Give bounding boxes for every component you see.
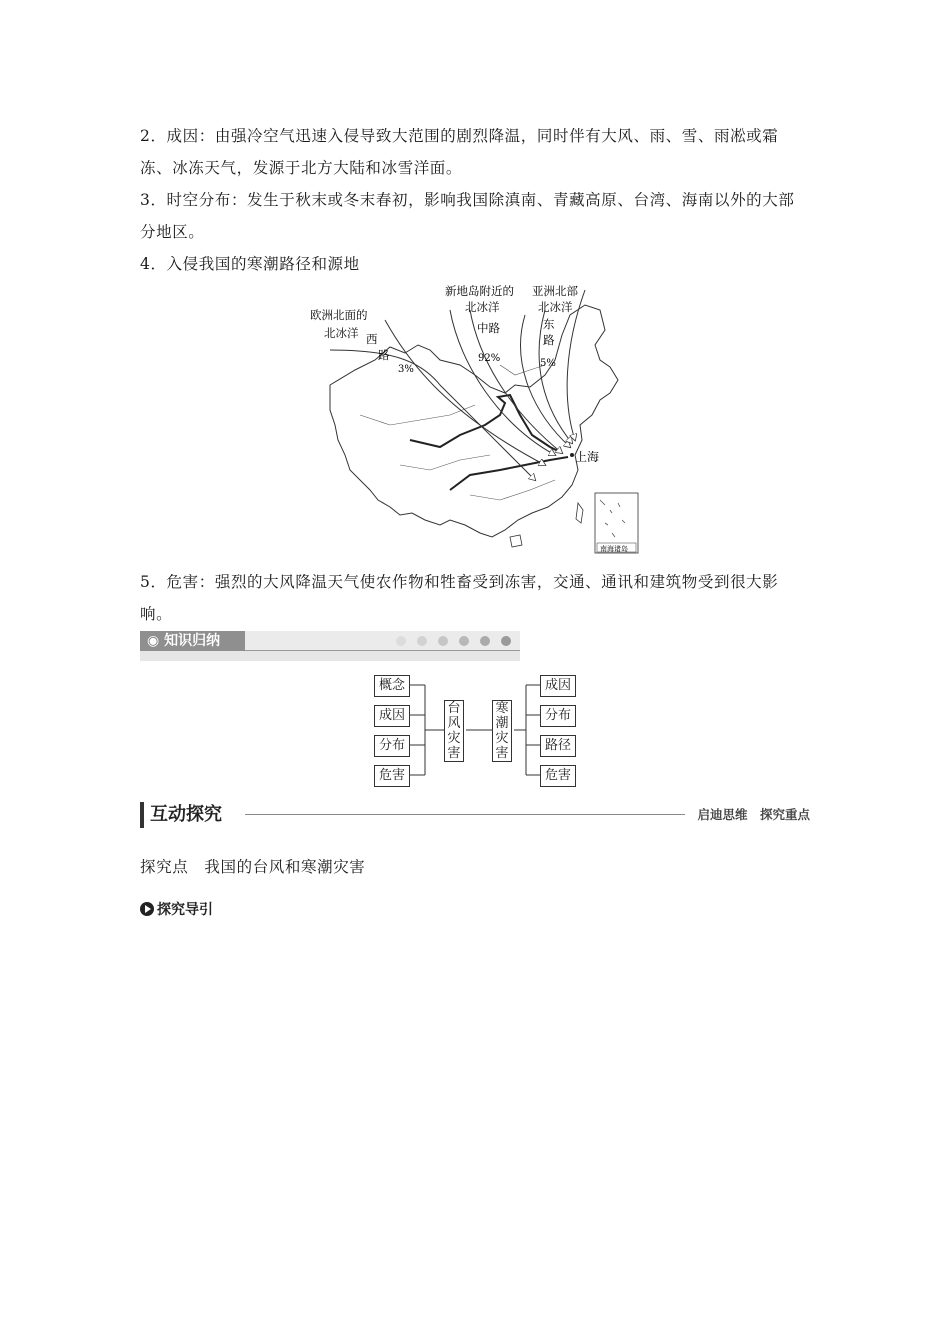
west-percent: 3% — [398, 364, 414, 375]
node-harm: 危害 — [374, 765, 410, 787]
section-marker — [140, 802, 144, 828]
progress-dot — [396, 636, 406, 646]
explore-guide-label: 探究导引 — [157, 902, 213, 918]
node-cw-route: 路径 — [540, 735, 576, 757]
knowledge-summary-header — [140, 631, 520, 661]
progress-dot — [459, 636, 469, 646]
progress-dot — [417, 636, 427, 646]
explore-point: 探究点 我国的台风和寒潮灾害 — [140, 858, 366, 876]
node-typhoon-char: 灾 — [447, 731, 461, 746]
node-concept: 概念 — [374, 675, 410, 697]
west-source-label-1: 欧洲北面的 — [310, 308, 368, 322]
node-typhoon-char: 台 — [447, 701, 461, 716]
node-cause: 成因 — [374, 705, 410, 727]
paragraph-cause: 2．成因：由强冷空气迅速入侵导致大范围的剧烈降温，同时伴有大风、雨、雪、雨凇或霜冻、冰冻天气，发源于北方大陆和冰雪洋面。 — [140, 127, 779, 177]
node-cold-wave-char: 害 — [495, 746, 509, 761]
middle-route-label: 中路 — [477, 321, 500, 335]
explore-guide — [140, 900, 213, 920]
node-cw-distribution: 分布 — [540, 705, 576, 727]
node-cw-harm: 危害 — [540, 765, 576, 787]
east-percent: 5% — [540, 358, 556, 369]
east-route-label-2: 路 — [543, 333, 555, 347]
paragraph-route-title: 4．入侵我国的寒潮路径和源地 — [140, 255, 360, 273]
node-typhoon-char: 风 — [447, 716, 461, 731]
paragraph-distribution: 3．时空分布：发生于秋末或冬末春初，影响我国除滇南、青藏高原、台湾、海南以外的大部分地区。 — [140, 191, 795, 241]
node-cold-wave-char: 灾 — [495, 731, 509, 746]
east-route-label-1: 东 — [543, 317, 555, 331]
node-cold-wave-char: 寒 — [495, 701, 509, 716]
node-typhoon-char: 害 — [447, 746, 461, 761]
progress-dot — [480, 636, 490, 646]
east-source-label-2: 北冰洋 — [538, 300, 573, 314]
section-divider — [245, 814, 685, 815]
shanghai-label: 上海 — [575, 450, 600, 464]
paragraph-harm: 5．危害：强烈的大风降温天气使农作物和牲畜受到冻害，交通、通讯和建筑物受到很大影响。 — [140, 573, 779, 623]
node-cw-cause: 成因 — [540, 675, 576, 697]
middle-percent: 92% — [478, 353, 501, 364]
play-icon — [140, 902, 154, 916]
target-icon: ◉ — [147, 633, 160, 649]
west-source-label-2: 北冰洋 — [324, 326, 359, 340]
knowledge-summary-label: 知识归纳 — [164, 633, 221, 649]
progress-dot — [501, 636, 511, 646]
node-cold-wave-char: 潮 — [495, 716, 509, 731]
west-route-label-2: 路 — [378, 348, 390, 362]
cold-wave-route-map — [300, 275, 645, 560]
section-title: 互动探究 — [150, 804, 222, 825]
node-typhoon-disaster — [444, 700, 464, 762]
knowledge-tree — [360, 670, 600, 790]
section-header — [140, 802, 810, 828]
knowledge-summary-tab — [140, 631, 245, 651]
east-source-label-1: 亚洲北部 — [532, 284, 578, 298]
node-distribution: 分布 — [374, 735, 410, 757]
middle-source-label-1: 新地岛附近的 — [445, 284, 514, 298]
inset-label: 南海诸岛 — [600, 545, 628, 553]
progress-dot — [438, 636, 448, 646]
middle-source-label-2: 北冰洋 — [465, 300, 500, 314]
node-cold-wave-disaster — [492, 700, 512, 762]
west-route-label-1: 西 — [366, 332, 378, 346]
section-subtitle: 启迪思维 探究重点 — [697, 807, 810, 822]
